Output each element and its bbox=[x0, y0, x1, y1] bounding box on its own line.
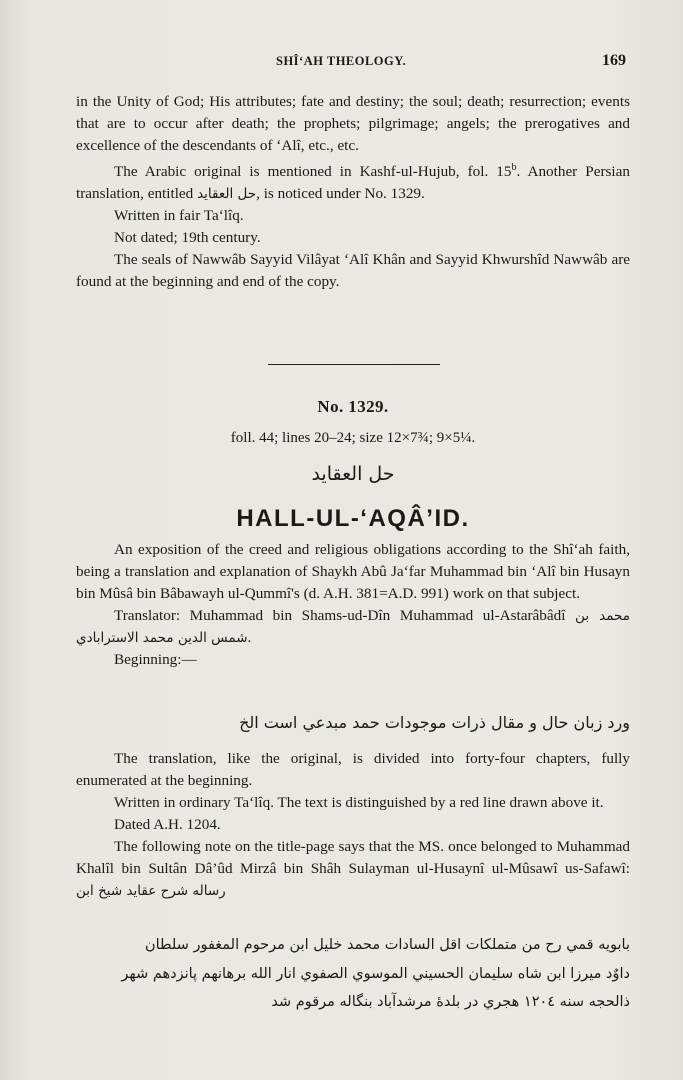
paragraph bbox=[76, 836, 630, 902]
paragraph bbox=[76, 157, 630, 205]
text-run: Translator: Muhammad bin Shams-ud-Dîn Muhammad ul-Astarâbâdî bbox=[114, 607, 576, 624]
paragraph: An exposition of the creed and religious obligations according to the Shî‘ah faith, being a translation and explanation of Shaykh Abû Ja‘far Muhammad bin ‘Alî bin Husayn bin Mûsâ bin Bâbawayh ul-Qummî's (d. A.H. 381=A.D. 991) work on that subject. bbox=[76, 541, 630, 602]
arabic-note-line: ذالحجه سنه ١٢٠٤ هجري در بلدهٔ مرشدآباد بنگاله مرقوم شد bbox=[271, 994, 630, 1010]
paragraph: Beginning:— bbox=[114, 651, 197, 668]
paragraph: The seals of Nawwâb Sayyid Vilâyat ‘Alî Khân and Sayyid Khwurshîd Nawwâb are found at the beginning and end of the copy. bbox=[76, 251, 630, 291]
running-header bbox=[76, 52, 628, 72]
arabic-note-line: بابويه قمي رح من متملكات اقل السادات محمد خليل ابن مرحوم المغفور سلطان bbox=[144, 937, 630, 953]
paragraph: Dated A.H. 1204. bbox=[114, 816, 221, 833]
superscript: b bbox=[511, 162, 517, 173]
paragraph: Written in ordinary Ta‘lîq. The text is distinguished by a red line drawn above it. bbox=[114, 794, 604, 811]
paragraph: in the Unity of God; His attributes; fate and destiny; the soul; death; resurrection; events that are to occur after death; the prophets; pilgrimage; angels; the prerogatives and excellence of the descendants of ‘Alî, etc., etc. bbox=[76, 93, 630, 154]
arabic-title: حل العقايد bbox=[311, 463, 395, 485]
page-number: 169 bbox=[602, 52, 626, 69]
entry-body-continued bbox=[76, 748, 630, 902]
arabic-text: رساله شرح عقايد شيخ ابن bbox=[76, 883, 226, 899]
entry-body bbox=[76, 539, 630, 671]
paragraph bbox=[76, 605, 630, 649]
arabic-text: محمد بن شمس الدين محمد الاسترابادي bbox=[76, 608, 630, 646]
text-run: . bbox=[247, 629, 252, 646]
paragraph: The translation, like the original, is divided into forty-four chapters, fully enumerated at the beginning. bbox=[76, 750, 630, 789]
text-run: The Arabic original is mentioned in Kashf-ul-Hujub, fol. 15 bbox=[114, 163, 512, 181]
text-run: . Another Persian translation, entitled bbox=[76, 163, 630, 203]
paragraph: Not dated; 19th century. bbox=[114, 229, 261, 247]
arabic-text: حل العقايد bbox=[197, 186, 257, 203]
entry-title: HALL-UL-‘AQÂ’ID. bbox=[236, 505, 470, 532]
top-section bbox=[76, 91, 630, 293]
collation-line: foll. 44; lines 20–24; size 12×7¾; 9×5¼. bbox=[230, 430, 476, 446]
entry-number: No. 1329. bbox=[317, 397, 389, 416]
running-title: SHÎ‘AH THEOLOGY. bbox=[276, 54, 407, 68]
text-run: The following note on the title-page says that the MS. once belonged to Muhammad Khalîl bin Sultân Dâ’ûd Mirzâ bin Shâh Sulayman ul-Husaynî ul-Mûsawî us-Safawî: bbox=[76, 838, 630, 877]
text-run: , is noticed under No. 1329. bbox=[256, 185, 425, 203]
beginning-arabic: ورد زبان حال و مقال ذرات موجودات حمد مبدعي است الخ bbox=[239, 713, 630, 732]
paragraph: Written in fair Ta‘lîq. bbox=[114, 207, 244, 225]
section-divider bbox=[268, 364, 440, 365]
arabic-note-line: داوٌد ميرزا ابن شاه سليمان الحسيني الموسوي الصفوي انار الله برهانهم پانزدهم شهر bbox=[121, 966, 630, 982]
